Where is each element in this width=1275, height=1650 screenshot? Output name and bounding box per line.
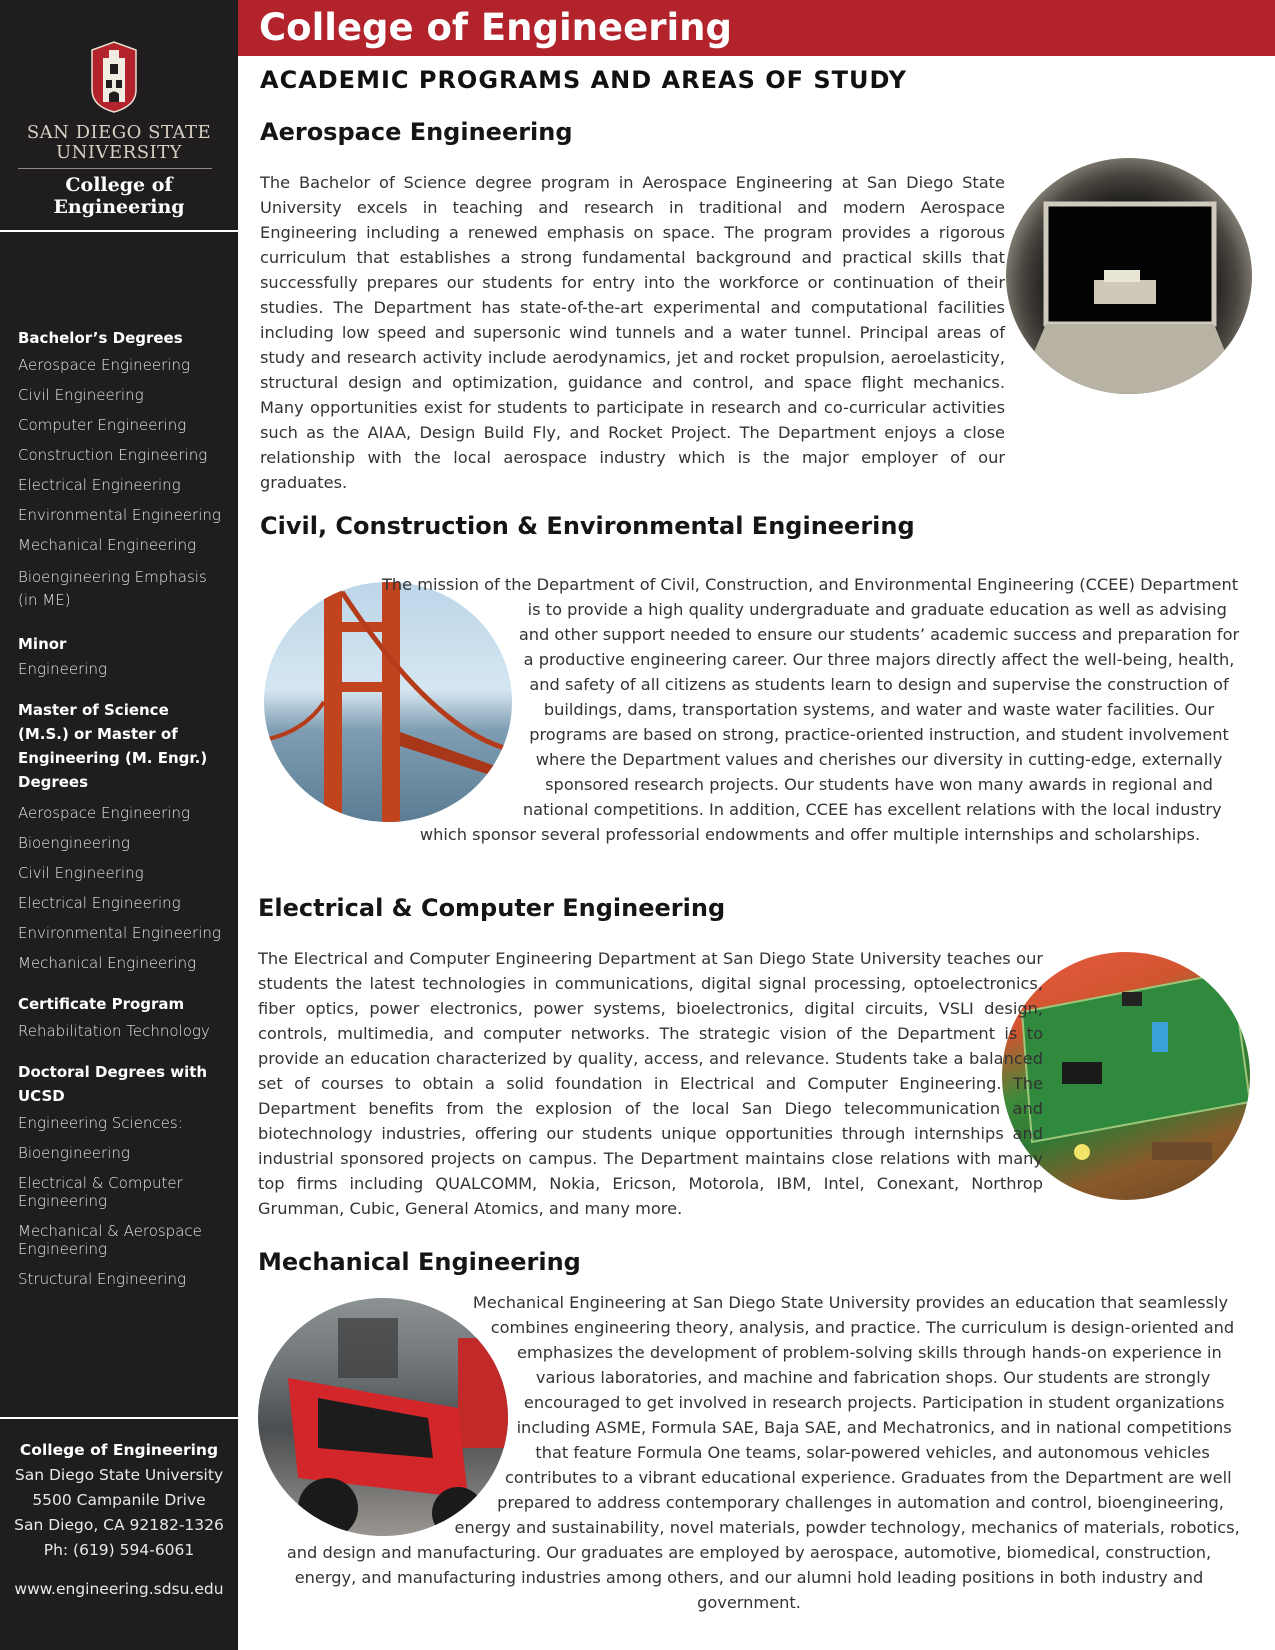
program-item: Bioengineering: [18, 1144, 130, 1162]
program-item: Civil Engineering: [18, 864, 144, 882]
contact-block: [0, 1438, 238, 1602]
logo-college-name: College of Engineering: [53, 174, 185, 218]
section-body-civil: [380, 572, 1240, 847]
group-heading-doctoral: Doctoral Degrees with UCSD: [18, 1063, 208, 1105]
website-link[interactable]: www.engineering.sdsu.edu: [14, 1580, 224, 1598]
program-item: Aerospace Engineering: [18, 804, 190, 822]
contact-phone: Ph: (619) 594-6061: [43, 1541, 195, 1559]
program-item: Electrical & Computer Engineering: [18, 1174, 183, 1210]
group-heading-bachelors: Bachelor’s Degrees: [18, 329, 183, 347]
program-item: Environmental Engineering: [18, 924, 221, 942]
program-item: Civil Engineering: [18, 386, 144, 404]
section-body-mechanical: [258, 1290, 1240, 1615]
program-item: Rehabilitation Technology: [18, 1022, 210, 1040]
text-wrap-spacer: [258, 1290, 510, 1535]
group-heading-certificate: Certificate Program: [18, 995, 185, 1013]
program-item: Bioengineering Emphasis (in ME): [18, 568, 207, 609]
text-wrap-spacer: [380, 572, 518, 840]
program-item: Electrical Engineering: [18, 894, 181, 912]
aerospace-text: The Bachelor of Science degree program in Aerospace Engineering at San Diego State University excels in teaching and research in traditional and modern Aerospace Engineering including a renewed emphasis on space. The program provides a rigorous curriculum that establishes a strong fundamental background and practical skills that successfully prepares our students for entry into the workforce or continuation of their studies. The Department has state-of-the-art experimental and computational facilities including low speed and supersonic wind tunnels and a water tunnel. Principal areas of study and research activity include aerodynamics, jet and rocket propulsion, aeroelasticity, structural design and optimization, guidance and control, and space flight mechanics. Many opportunities exist for students to participate in research and co-curricular activities such as the AIAA, Design Build Fly, and Rocket Project. The Department enjoys a close relationship with the local aerospace industry which is the major employer of our graduates.: [260, 173, 1005, 492]
program-item: Aerospace Engineering: [18, 356, 190, 374]
section-title-aerospace: Aerospace Engineering: [260, 118, 573, 146]
contact-university: San Diego State University: [14, 1466, 224, 1484]
logo-university-line1: SAN DIEGO STATE: [26, 122, 212, 143]
contact-title: College of Engineering: [19, 1441, 219, 1459]
program-item: Mechanical Engineering: [18, 536, 197, 554]
program-item: Computer Engineering: [18, 416, 187, 434]
civil-text: The mission of the Department of Civil, Construction, and Environmental Engineering (CCEE) Department is to provide a high quality undergraduate and graduate education as well as advising and other support needed to ensure our students’ academic success and preparation for a productive engineering career. Our three majors directly affect the well-being, health, and safety of all citizens as students learn to design and supervise the construction of buildings, dams, transportation systems, and water and waste water facilities. Our programs are based on strong, practice-oriented instruction, and student involvement where the Department values and cherishes our diversity in cutting-edge, externally sponsored research projects. Our students have won many awards in regional and national competitions. In addition, CCEE has excellent relations with the local industry which sponsor several professorial endowments and offer multiple internships and scholarships.: [381, 575, 1240, 844]
wind-tunnel-illustration: [1006, 158, 1252, 394]
section-title-civil: Civil, Construction & Environmental Engineering: [260, 512, 915, 540]
logo-separator: [0, 230, 238, 232]
program-item: Electrical Engineering: [18, 476, 181, 494]
program-item: Bioengineering: [18, 834, 130, 852]
program-item: Environmental Engineering: [18, 506, 221, 524]
section-body-electrical: [258, 946, 1043, 1221]
section-title-electrical: Electrical & Computer Engineering: [258, 894, 726, 922]
program-item: Mechanical Engineering: [18, 954, 197, 972]
program-item: Structural Engineering: [18, 1270, 186, 1288]
header-title: College of Engineering: [259, 6, 732, 49]
contact-city: San Diego, CA 92182-1326: [14, 1516, 224, 1534]
page-heading: ACADEMIC PROGRAMS AND AREAS OF STUDY: [260, 66, 908, 94]
section-title-mechanical: Mechanical Engineering: [258, 1248, 581, 1276]
group-heading-masters: Master of Science (M.S.) or Master of Engineering (M. Engr.) Degrees: [18, 701, 208, 791]
program-item: Engineering: [18, 660, 107, 678]
electrical-text: The Electrical and Computer Engineering Department at San Diego State University teaches our students the latest technologies in communications, digital signal processing, optoelectronics, fiber optics, power electronics, power systems, bioelectronics, digital circuits, VSLI design, controls, multimedia, and computer networks. The strategic vision of the Department is to provide an education characterized by quality, access, and relevance. Students take a balanced set of courses to obtain a solid foundation in Electrical and Computer Engineering. The Department benefits from the explosion of the local San Diego telecommunication and biotechnology industries, offering our students unique opportunities through internships and industrial sponsored projects on campus. The Department maintains close relations with many top firms including QUALCOMM, Nokia, Ericson, Motorola, IBM, Intel, Conexant, Northrop Grumman, Cubic, General Atomics, and many more.: [258, 949, 1043, 1218]
section-body-aerospace: [260, 170, 1005, 495]
contact-street: 5500 Campanile Drive: [32, 1491, 206, 1509]
campanile-seal-icon: [88, 40, 140, 114]
group-heading-minor: Minor: [18, 635, 67, 653]
university-logo: [0, 0, 238, 230]
logo-divider: [18, 168, 212, 169]
program-item: Mechanical & Aerospace Engineering: [18, 1222, 202, 1258]
program-item: Construction Engineering: [18, 446, 208, 464]
program-item: Engineering Sciences:: [18, 1114, 183, 1132]
mechanical-text: Mechanical Engineering at San Diego State University provides an education that seamlessly combines engineering theory, analysis, and practice. The curriculum is design-oriented and emphasizes the development of problem-solving skills through hands-on experience in various laboratories, and machine and fabrication shops. Our students are strongly encouraged to get involved in research projects. Participation in student organizations including ASME, Formula SAE, Baja SAE, and Mechatronics, and in national competitions that feature Formula One teams, solar-powered vehicles, and autonomous vehicles contributes to a vibrant educational experience. Graduates from the Department are well prepared to address contemporary challenges in automation and control, bioengineering, energy and sustainability, novel materials, powder technology, mechanics of materials, robotics, and design and manufacturing. Our graduates are employed by aerospace, automotive, biomedical, construction, energy, and manufacturing industries among others, and our alumni hold leading positions in both industry and government.: [286, 1293, 1240, 1612]
logo-university-line2: UNIVERSITY: [55, 142, 183, 163]
wind-tunnel-photo: [1006, 158, 1252, 394]
contact-separator: [0, 1417, 238, 1419]
program-list: [18, 326, 230, 1288]
sidebar: [0, 0, 238, 1650]
